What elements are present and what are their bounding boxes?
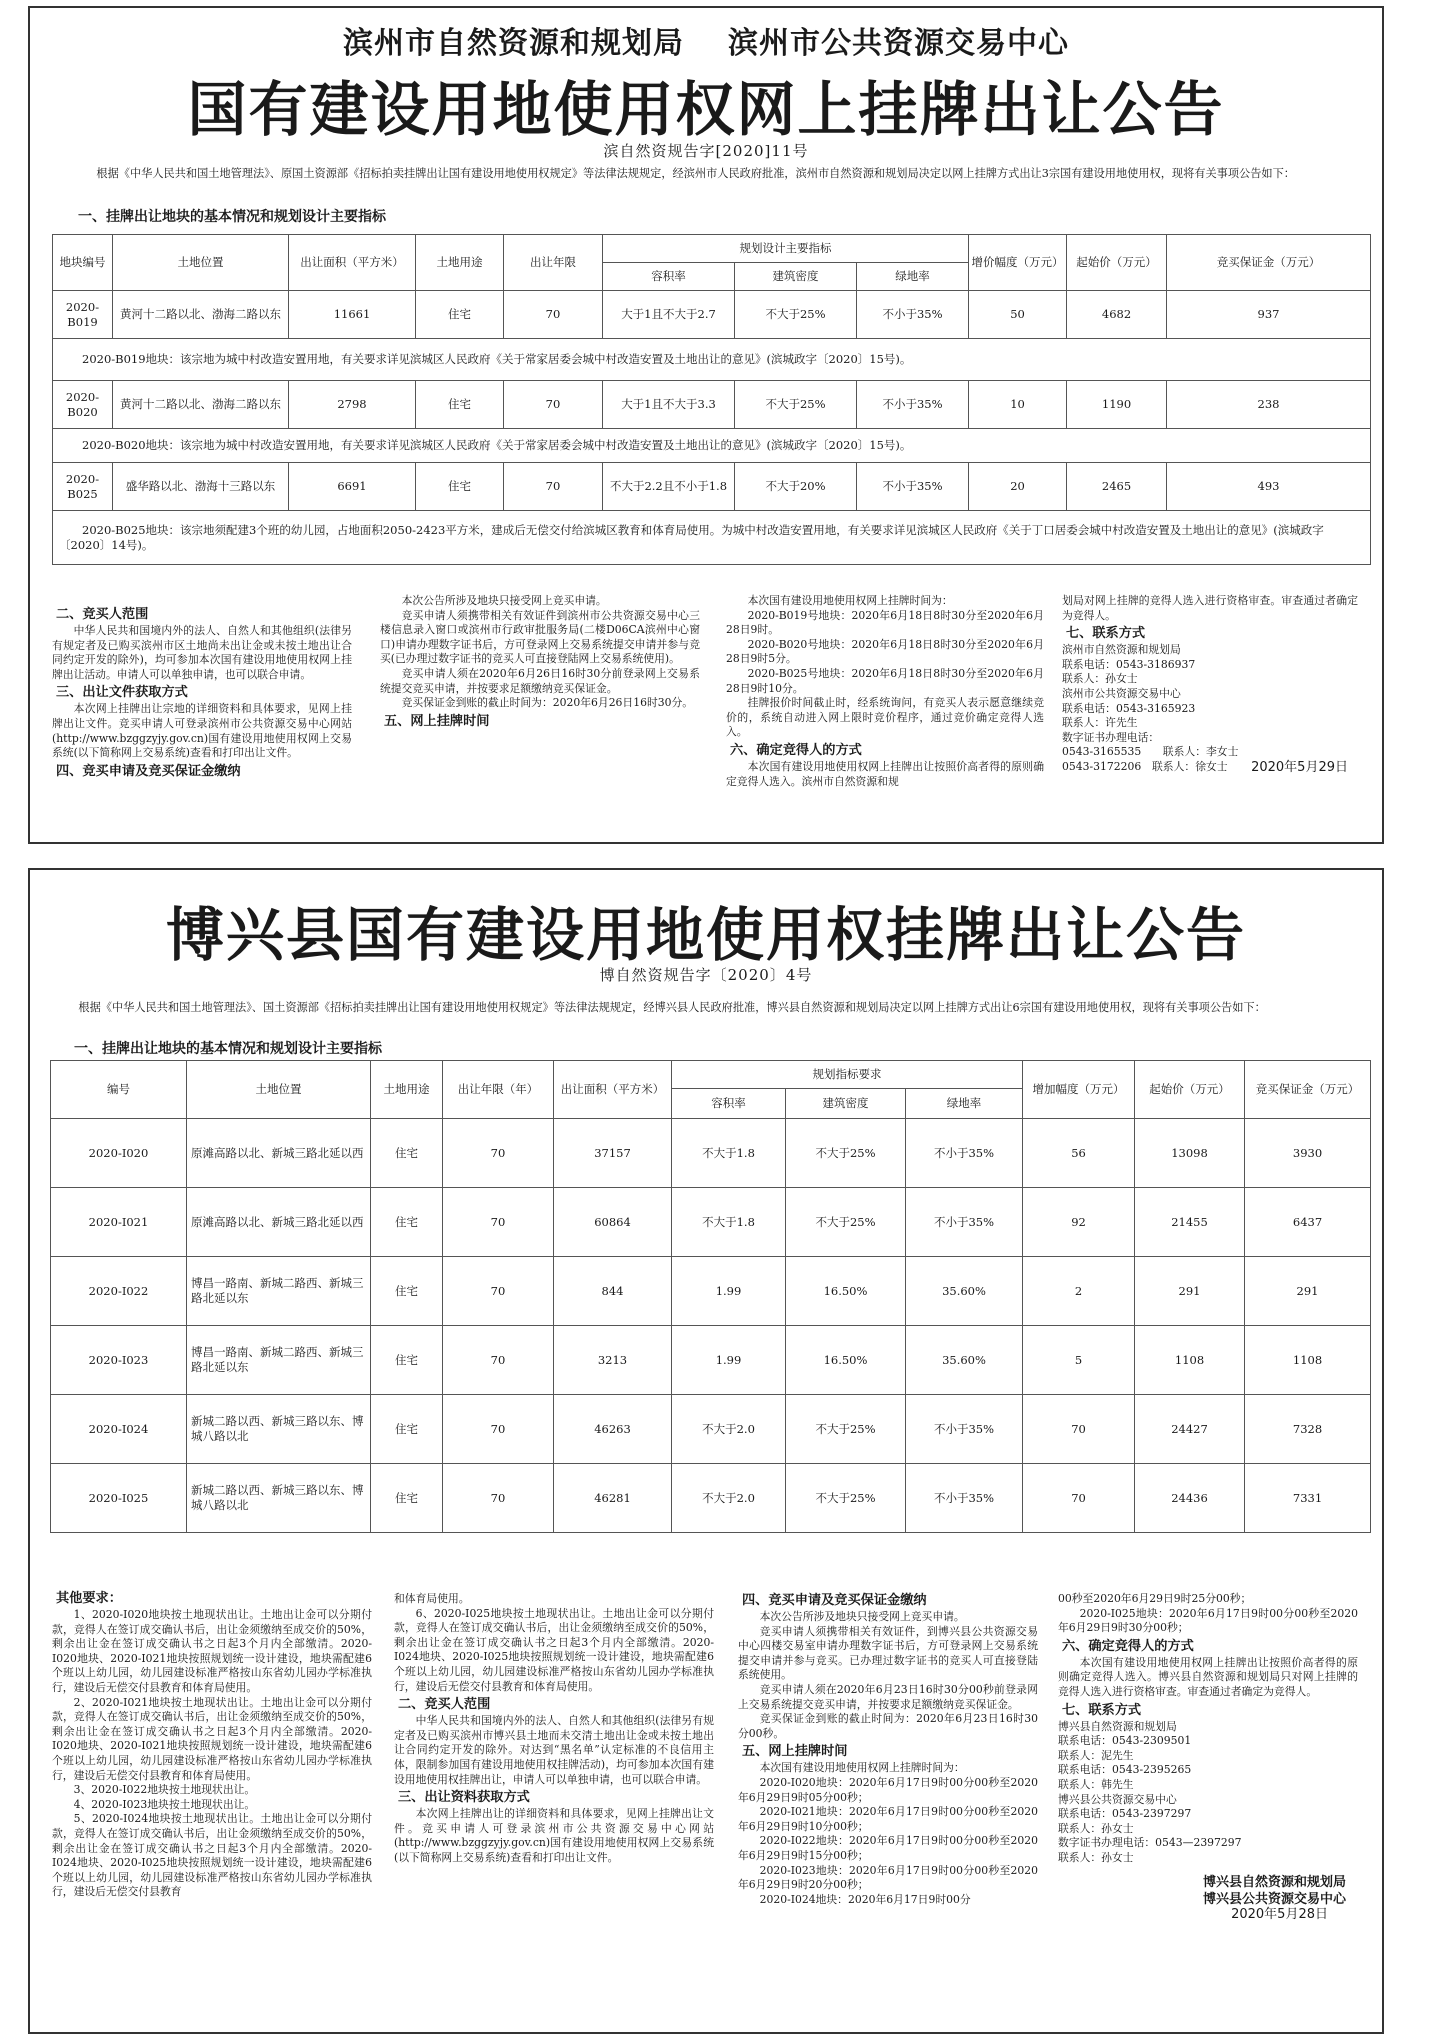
parcel-increment: 92 (1023, 1188, 1135, 1257)
section-heading: 七、联系方式 (1062, 1702, 1142, 1718)
document-number: 滨自然资规告字[2020]11号 (603, 142, 809, 160)
column-4 (1058, 1592, 1358, 1922)
parcel-location: 原滩高路以北、新城三路北延以西 (187, 1188, 371, 1257)
column-3 (738, 1590, 1038, 1907)
contact-line: 数字证书办理电话： (1062, 730, 1160, 744)
parcel-start-price: 1108 (1135, 1326, 1245, 1395)
header-cell: 出让面积（平方米） (554, 1061, 672, 1119)
table-row (53, 429, 1371, 463)
parcel-years: 70 (504, 463, 603, 511)
table-row (53, 511, 1371, 565)
parcel-increment: 70 (1023, 1395, 1135, 1464)
paragraph: 本次公告所涉及地块只接受网上竞买申请。 (759, 1610, 965, 1623)
header-cell: 规划指标要求 (672, 1061, 1023, 1089)
column-1 (52, 1588, 372, 1900)
paragraph: 2020-B025号地块：2020年6月18日8时30分至2020年6月28日9时10分。 (726, 666, 1044, 695)
section-heading: 五、网上挂牌时间 (384, 713, 490, 729)
contact-line: 联系电话：0543-2397297 (1058, 1807, 1192, 1821)
parcel-use: 住宅 (416, 291, 504, 339)
paragraph: 本次国有建设用地使用权网上挂牌出让按照价高者得的原则确定竞得人选入。滨州市自然资源和规 (726, 759, 1044, 788)
parcel-years: 70 (443, 1188, 554, 1257)
parcel-density: 不大于25% (735, 381, 857, 429)
parcel-deposit: 493 (1167, 463, 1371, 511)
parcel-start-price: 21455 (1135, 1188, 1245, 1257)
table-row (51, 1119, 1371, 1188)
parcel-note: 2020-B020地块：该宗地为城中村改造安置用地，有关要求详见滨城区人民政府《关于常家居委会城中村改造安置及土地出让的意见》(滨城政字〔2020〕15号)。 (53, 429, 1371, 463)
paragraph: 划局对网上挂牌的竞得人选入进行资格审查。审查通过者确定为竞得人。 (1062, 594, 1358, 622)
parcel-location: 盛华路以北、渤海十三路以东 (113, 463, 289, 511)
header-cell: 增加幅度（万元） (1023, 1061, 1135, 1119)
parcel-green: 不小于35% (906, 1464, 1023, 1533)
section-heading: 二、竞买人范围 (398, 1697, 491, 1713)
paragraph: 本次网上挂牌出让宗地的详细资料和具体要求，见网上挂牌出让文件。竞买申请人可登录滨州市公共资源交易中心网站(http://www.bzggzyjy.gov.cn)国有建设用地使用权网上交易系统(以下简称网上交易系统)查看和打印出让文件。 (52, 702, 352, 760)
parcel-density: 不大于25% (735, 291, 857, 339)
paragraph: 2020-I020地块：2020年6月17日9时00分00秒至2020年6月29日9时05分00秒； (738, 1775, 1038, 1804)
parcel-area: 60864 (554, 1188, 672, 1257)
contact-line: 联系人：孙女士 (1058, 1821, 1134, 1835)
parcel-area: 46281 (554, 1464, 672, 1533)
parcel-use: 住宅 (371, 1257, 443, 1326)
header-cell: 出让年限（年） (443, 1061, 554, 1119)
paragraph: 2020-I024地块：2020年6月17日9时00分 (759, 1892, 971, 1906)
paragraph: 和体育局使用。 (394, 1592, 470, 1605)
parcel-start-price: 2465 (1067, 463, 1167, 511)
paragraph: 2020-I025地块：2020年6月17日9时00分00秒至2020年6月29日9时30分00秒； (1058, 1606, 1358, 1635)
parcel-location: 博昌一路南、新城二路西、新城三路北延以东 (187, 1326, 371, 1395)
parcel-area: 46263 (554, 1395, 672, 1464)
parcel-green: 不小于35% (906, 1188, 1023, 1257)
section-heading: 三、出让资料获取方式 (398, 1790, 530, 1806)
parcel-increment: 56 (1023, 1119, 1135, 1188)
section-heading: 七、联系方式 (1066, 626, 1146, 642)
parcel-area: 6691 (289, 463, 416, 511)
parcel-location: 博昌一路南、新城二路西、新城三路北延以东 (187, 1257, 371, 1326)
paragraph: 挂牌报价时间截止时，经系统询问，有竞买人表示愿意继续竞价的，系统自动进入网上限时竞价程序，通过竞价确定竞得人选入。 (726, 696, 1044, 739)
header-cell: 起始价（万元） (1067, 235, 1167, 291)
contact-line: 滨州市自然资源和规划局 (1062, 643, 1181, 657)
paragraph: 2020-B020号地块：2020年6月18日8时30分至2020年6月28日9时5分。 (726, 637, 1044, 666)
table-row (51, 1188, 1371, 1257)
preamble: 根据《中华人民共和国土地管理法》、国土资源部《招标拍卖挂牌出让国有建设用地使用权规定》等法律法规规定，经博兴县人民政府批准，博兴县自然资源和规划局决定以网上挂牌方式出让6宗国有建设用地使用权，现将有关事项公告如下： (78, 1001, 1266, 1014)
binzhou-notice (28, 6, 1384, 844)
parcel-density: 不大于25% (786, 1188, 906, 1257)
parcel-start-price: 24427 (1135, 1395, 1245, 1464)
section-heading: 四、竞买申请及竞买保证金缴纳 (56, 763, 241, 779)
parcel-density: 不大于25% (786, 1119, 906, 1188)
parcel-green: 35.60% (906, 1326, 1023, 1395)
parcel-increment: 10 (969, 381, 1067, 429)
parcel-deposit: 7328 (1245, 1395, 1371, 1464)
table-row (51, 1326, 1371, 1395)
paragraph: 2020-I021地块：2020年6月17日9时00分00秒至2020年6月29日9时10分00秒； (738, 1805, 1038, 1833)
parcel-increment: 20 (969, 463, 1067, 511)
parcel-deposit: 3930 (1245, 1119, 1371, 1188)
contact-line: 联系人：孙女士 (1062, 672, 1138, 686)
land-parcel-table (52, 234, 1371, 565)
parcel-increment: 5 (1023, 1326, 1135, 1395)
parcel-location: 黄河十二路以北、渤海二路以东 (113, 381, 289, 429)
contact-line: 博兴县自然资源和规划局 (1058, 1719, 1177, 1733)
parcel-years: 70 (504, 291, 603, 339)
parcel-use: 住宅 (371, 1326, 443, 1395)
contact-line: 联系电话：0543-2309501 (1058, 1734, 1192, 1748)
contact-line: 0543-3172206 联系人：徐女士 (1062, 759, 1228, 773)
section-heading: 其他要求： (56, 1591, 122, 1606)
parcel-far: 大于1且不大于2.7 (603, 291, 735, 339)
parcel-use: 住宅 (416, 463, 504, 511)
parcel-start-price: 13098 (1135, 1119, 1245, 1188)
parcel-green: 不小于35% (857, 291, 969, 339)
paragraph: 竞买申请人须在2020年6月23日16时30分00秒前登录网上交易系统提交竞买申请，并按要求足额缴纳竞买保证金。 (738, 1682, 1038, 1711)
parcel-note: 2020-B025地块：该宗地须配建3个班的幼儿园，占地面积2050-2423平方米，建成后无偿交付给滨城区教育和体育局使用。为城中村改造安置用地，有关要求详见滨城区人民政府《关于丁口居委会城中村改造安置及土地出让的意见》(滨城政字〔2020〕14号)。 (53, 511, 1371, 565)
parcel-green: 不小于35% (857, 463, 969, 511)
table-row (53, 339, 1371, 381)
header-cell: 土地位置 (187, 1061, 371, 1119)
parcel-far: 不大于1.8 (672, 1188, 786, 1257)
parcel-density: 16.50% (786, 1257, 906, 1326)
parcel-id: 2020-B020 (53, 381, 113, 429)
contact-line: 联系电话：0543-2395265 (1058, 1763, 1192, 1777)
header-cell: 容积率 (672, 1089, 786, 1119)
section-heading: 六、确定竞得人的方式 (1062, 1638, 1194, 1654)
parcel-far: 大于1且不大于3.3 (603, 381, 735, 429)
parcel-use: 住宅 (371, 1119, 443, 1188)
parcel-deposit: 291 (1245, 1257, 1371, 1326)
parcel-use: 住宅 (416, 381, 504, 429)
parcel-deposit: 7331 (1245, 1464, 1371, 1533)
parcel-area: 37157 (554, 1119, 672, 1188)
contact-line: 联系电话：0543-3186937 (1062, 657, 1196, 671)
table-row (53, 463, 1371, 511)
parcel-increment: 50 (969, 291, 1067, 339)
parcel-far: 不大于2.0 (672, 1395, 786, 1464)
header-cell: 出让年限 (504, 235, 603, 291)
paragraph: 00秒至2020年6月29日9时25分00秒； (1058, 1592, 1252, 1605)
parcel-id: 2020-I021 (51, 1188, 187, 1257)
parcel-far: 不大于2.2且不小于1.8 (603, 463, 735, 511)
header-cell: 增价幅度（万元） (969, 235, 1067, 291)
section-heading: 五、网上挂牌时间 (742, 1744, 848, 1760)
parcel-years: 70 (443, 1395, 554, 1464)
section-heading: 四、竞买申请及竞买保证金缴纳 (742, 1593, 927, 1608)
parcel-far: 不大于2.0 (672, 1464, 786, 1533)
paragraph: 中华人民共和国境内外的法人、自然人和其他组织(法律另有规定者及已购买滨州市区土地尚未出让金或未按土地出让合同约定开发的除外)，均可参加本次国有建设用地使用权网上挂牌出让活动。申请人可以单独申请，也可以联合申请。 (52, 624, 352, 681)
table-row (51, 1257, 1371, 1326)
land-parcel-table (50, 1060, 1371, 1533)
header-cell: 土地用途 (416, 235, 504, 291)
paragraph: 2020-B019号地块：2020年6月18日8时30分至2020年6月28日9时。 (726, 608, 1044, 637)
parcel-density: 不大于20% (735, 463, 857, 511)
parcel-density: 不大于25% (786, 1464, 906, 1533)
parcel-start-price: 4682 (1067, 291, 1167, 339)
parcel-far: 不大于1.8 (672, 1119, 786, 1188)
parcel-density: 16.50% (786, 1326, 906, 1395)
paragraph: 5、2020-I024地块按土地现状出让。土地出让金可以分期付款，竞得人在签订成交确认书后，出让金须缴纳至成交价的50%，剩余出让金在签订成交确认书之日起3个月内全部缴清。2020-I024地块、2020-I025地块按照规划统一设计建设，地块需配建6个班以上幼儿园，幼儿园建设标准严格按山东省幼儿园办学标准执行，建设后无偿交付县教育 (52, 1812, 372, 1899)
parcel-years: 70 (443, 1119, 554, 1188)
column-2 (394, 1592, 714, 1866)
paragraph: 本次公告所涉及地块只接受网上竞买申请。 (401, 594, 607, 607)
issuing-agencies (30, 18, 1382, 62)
parcel-id: 2020-B019 (53, 291, 113, 339)
signature-agency: 博兴县公共资源交易中心 (1202, 1891, 1346, 1907)
parcel-id: 2020-B025 (53, 463, 113, 511)
column-2 (380, 594, 700, 731)
parcel-location: 黄河十二路以北、渤海二路以东 (113, 291, 289, 339)
header-cell: 地块编号 (53, 235, 113, 291)
notice-date: 2020年5月28日 (1231, 1906, 1328, 1922)
parcel-id: 2020-I025 (51, 1464, 187, 1533)
parcel-green: 35.60% (906, 1257, 1023, 1326)
parcel-years: 70 (443, 1257, 554, 1326)
parcel-use: 住宅 (371, 1395, 443, 1464)
parcel-deposit: 6437 (1245, 1188, 1371, 1257)
header-cell: 容积率 (603, 263, 735, 291)
contact-line: 联系人：孙女士 (1058, 1850, 1134, 1864)
paragraph: 本次国有建设用地使用权网上挂牌时间为： (759, 1761, 965, 1775)
section-heading: 一、挂牌出让地块的基本情况和规划设计主要指标 (74, 1041, 382, 1057)
parcel-deposit: 238 (1167, 381, 1371, 429)
contact-line: 0543-3165535 联系人：李女士 (1062, 745, 1239, 759)
parcel-start-price: 1190 (1067, 381, 1167, 429)
parcel-id: 2020-I022 (51, 1257, 187, 1326)
table-row (53, 381, 1371, 429)
paragraph: 4、2020-I023地块按土地现状出让。 (73, 1797, 256, 1811)
notice-date: 2020年5月29日 (1251, 759, 1348, 775)
parcel-location: 原滩高路以北、新城三路北延以西 (187, 1119, 371, 1188)
table-row (53, 291, 1371, 339)
header-cell: 编号 (51, 1061, 187, 1119)
preamble: 根据《中华人民共和国土地管理法》、原国土资源部《招标拍卖挂牌出让国有建设用地使用权规定》等法律法规规定，经滨州市人民政府批准，滨州市自然资源和规划局决定以网上挂牌方式出让3宗国有建设用地使用权，现将有关事项公告如下： (96, 167, 1295, 180)
notice-title: 博兴县国有建设用地使用权挂牌出让公告 (165, 901, 1246, 969)
notice-title: 国有建设用地使用权网上挂牌出让公告 (187, 75, 1225, 144)
header-cell: 绿地率 (906, 1089, 1023, 1119)
header-cell: 起始价（万元） (1135, 1061, 1245, 1119)
paragraph: 本次国有建设用地使用权网上挂牌时间为： (747, 594, 953, 607)
parcel-increment: 2 (1023, 1257, 1135, 1326)
parcel-green: 不小于35% (906, 1119, 1023, 1188)
header-cell: 建筑密度 (786, 1089, 906, 1119)
paragraph: 竞买申请人须携带相关有效证件，到博兴县公共资源交易中心四楼交易室申请办理数字证书后，方可登录网上交易系统提交申请并参与竞买。已办理过数字证书的竞买人可直接登陆系统使用。 (738, 1624, 1038, 1682)
paragraph: 3、2020-I022地块按土地现状出让。 (73, 1783, 256, 1797)
parcel-increment: 70 (1023, 1464, 1135, 1533)
parcel-area: 3213 (554, 1326, 672, 1395)
paragraph: 2020-I023地块：2020年6月17日9时00分00秒至2020年6月29日9时20分00秒； (738, 1863, 1038, 1892)
paragraph: 2、2020-I021地块按土地现状出让。土地出让金可以分期付款，竞得人在签订成交确认书后，出让金须缴纳至成交价的50%，剩余出让金在签订成交确认书之日起3个月内全部缴清。2020-I020地块、2020-I021地块按照规划统一设计建设，地块需配建6个班以上幼儿园，幼儿园建设标准严格按山东省幼儿园办学标准执行，建设后无偿交付县教育和体育局使用。 (52, 1695, 372, 1782)
header-cell: 竞买保证金（万元） (1245, 1061, 1371, 1119)
contact-line: 联系电话：0543-3165923 (1062, 701, 1196, 715)
parcel-id: 2020-I023 (51, 1326, 187, 1395)
header-cell: 建筑密度 (735, 263, 857, 291)
parcel-start-price: 291 (1135, 1257, 1245, 1326)
document-number: 博自然资规告字〔2020〕4号 (599, 966, 813, 984)
parcel-deposit: 937 (1167, 291, 1371, 339)
section-heading: 三、出让文件获取方式 (56, 685, 188, 701)
section-heading: 六、确定竞得人的方式 (730, 742, 862, 758)
agency-name: 滨州市公共资源交易中心 (728, 26, 1069, 61)
parcel-years: 70 (443, 1464, 554, 1533)
signature-agency: 博兴县自然资源和规划局 (1202, 1874, 1346, 1890)
paragraph: 竞买保证金到账的截止时间为：2020年6月26日16时30分。 (401, 696, 694, 710)
header-cell: 土地用途 (371, 1061, 443, 1119)
parcel-id: 2020-I024 (51, 1395, 187, 1464)
parcel-area: 844 (554, 1257, 672, 1326)
paragraph: 6、2020-I025地块按土地现状出让。土地出让金可以分期付款，竞得人在签订成交确认书后，出让金须缴纳至成交价的50%，剩余出让金在签订成交确认书之日起3个月内全部缴清。2020-I024地块、2020-I025地块按照规划统一设计建设，地块需配建6个班以上幼儿园，幼儿园建设标准严格按山东省幼儿园办学标准执行，建设后无偿交付县教育和体育局使用。 (394, 1606, 714, 1693)
parcel-green: 不小于35% (857, 381, 969, 429)
contact-line: 滨州市公共资源交易中心 (1062, 686, 1181, 700)
parcel-area: 11661 (289, 291, 416, 339)
contact-line: 联系人：韩先生 (1058, 1777, 1134, 1791)
paragraph: 2020-I022地块：2020年6月17日9时00分00秒至2020年6月29日9时15分00秒； (738, 1834, 1038, 1862)
header-cell: 土地位置 (113, 235, 289, 291)
parcel-location: 新城二路以西、新城三路以东、博城八路以北 (187, 1464, 371, 1533)
parcel-green: 不小于35% (906, 1395, 1023, 1464)
contact-line: 博兴县公共资源交易中心 (1058, 1792, 1177, 1806)
contact-line: 数字证书办理电话：0543—2397297 (1058, 1836, 1242, 1850)
column-3 (726, 594, 1044, 789)
contact-line: 联系人：泥先生 (1058, 1748, 1134, 1762)
paragraph: 竞买申请人须在2020年6月26日16时30分前登录网上交易系统提交竞买申请，并按要求足额缴纳竞买保证金。 (380, 666, 700, 695)
boxing-notice (28, 868, 1384, 2034)
header-cell: 规划设计主要指标 (603, 235, 969, 263)
parcel-use: 住宅 (371, 1188, 443, 1257)
parcel-deposit: 1108 (1245, 1326, 1371, 1395)
table-row (51, 1464, 1371, 1533)
parcel-years: 70 (443, 1326, 554, 1395)
agency-name: 滨州市自然资源和规划局 (343, 26, 684, 61)
paragraph: 本次网上挂牌出让的详细资料和具体要求，见网上挂牌出让文件。竞买申请人可登录滨州市公共资源交易中心网站(http://www.bzggzyjy.gov.cn)国有建设用地使用权网上交易系统(以下简称网上交易系统)查看和打印出让文件。 (394, 1807, 714, 1864)
paragraph: 本次国有建设用地使用权网上挂牌出让按照价高者得的原则确定竞得人选入。博兴县自然资源和规划局只对网上挂牌的竞得人选入进行资格审查。审查通过者确定为竞得人。 (1058, 1655, 1358, 1698)
parcel-location: 新城二路以西、新城三路以东、博城八路以北 (187, 1395, 371, 1464)
paragraph: 中华人民共和国境内外的法人、自然人和其他组织(法律另有规定者及已购买滨州市博兴县土地而未交清土地出让金或未按土地出让合同约定开发的除外。对达到“黑名单”认定标准的不良信用主体，限制参加国有建设用地使用权挂牌活动)，均可参加本次国有建设用地使用权挂牌出让，申请人可以单独申请，也可以联合申请。 (394, 1714, 714, 1786)
column-1 (52, 604, 352, 781)
table-row (51, 1395, 1371, 1464)
section-heading: 二、竞买人范围 (56, 607, 149, 622)
parcel-density: 不大于25% (786, 1395, 906, 1464)
parcel-far: 1.99 (672, 1257, 786, 1326)
column-4 (1062, 594, 1358, 775)
parcel-area: 2798 (289, 381, 416, 429)
paragraph: 竞买保证金到账的截止时间为：2020年6月23日16时30分00秒。 (738, 1712, 1038, 1740)
contact-line: 联系人：许先生 (1062, 716, 1138, 730)
parcel-note: 2020-B019地块：该宗地为城中村改造安置用地，有关要求详见滨城区人民政府《关于常家居委会城中村改造安置及土地出让的意见》(滨城政字〔2020〕15号)。 (53, 339, 1371, 381)
header-cell: 竞买保证金（万元） (1167, 235, 1371, 291)
parcel-far: 1.99 (672, 1326, 786, 1395)
header-cell: 出让面积（平方米） (289, 235, 416, 291)
parcel-start-price: 24436 (1135, 1464, 1245, 1533)
header-cell: 绿地率 (857, 263, 969, 291)
paragraph: 竞买申请人须携带相关有效证件到滨州市公共资源交易中心三楼信息录入窗口或滨州市行政审批服务局(二楼D06CA滨州中心窗口)申请办理数字证书后，方可登录网上交易系统提交申请并参与竞买(已办理过数字证书的竞买人可直接登陆网上交易系统使用)。 (380, 608, 700, 666)
parcel-use: 住宅 (371, 1464, 443, 1533)
parcel-id: 2020-I020 (51, 1119, 187, 1188)
section-heading: 一、挂牌出让地块的基本情况和规划设计主要指标 (78, 209, 386, 225)
paragraph: 1、2020-I020地块按土地现状出让。土地出让金可以分期付款，竞得人在签订成交确认书后，出让金须缴纳至成交价的50%，剩余出让金在签订成交确认书之日起3个月内全部缴清。2020-I020地块、2020-I021地块按照规划统一设计建设，地块需配建6个班以上幼儿园，幼儿园建设标准严格按山东省幼儿园办学标准执行，建设后无偿交付县教育和体育局使用。 (52, 1608, 372, 1694)
parcel-years: 70 (504, 381, 603, 429)
